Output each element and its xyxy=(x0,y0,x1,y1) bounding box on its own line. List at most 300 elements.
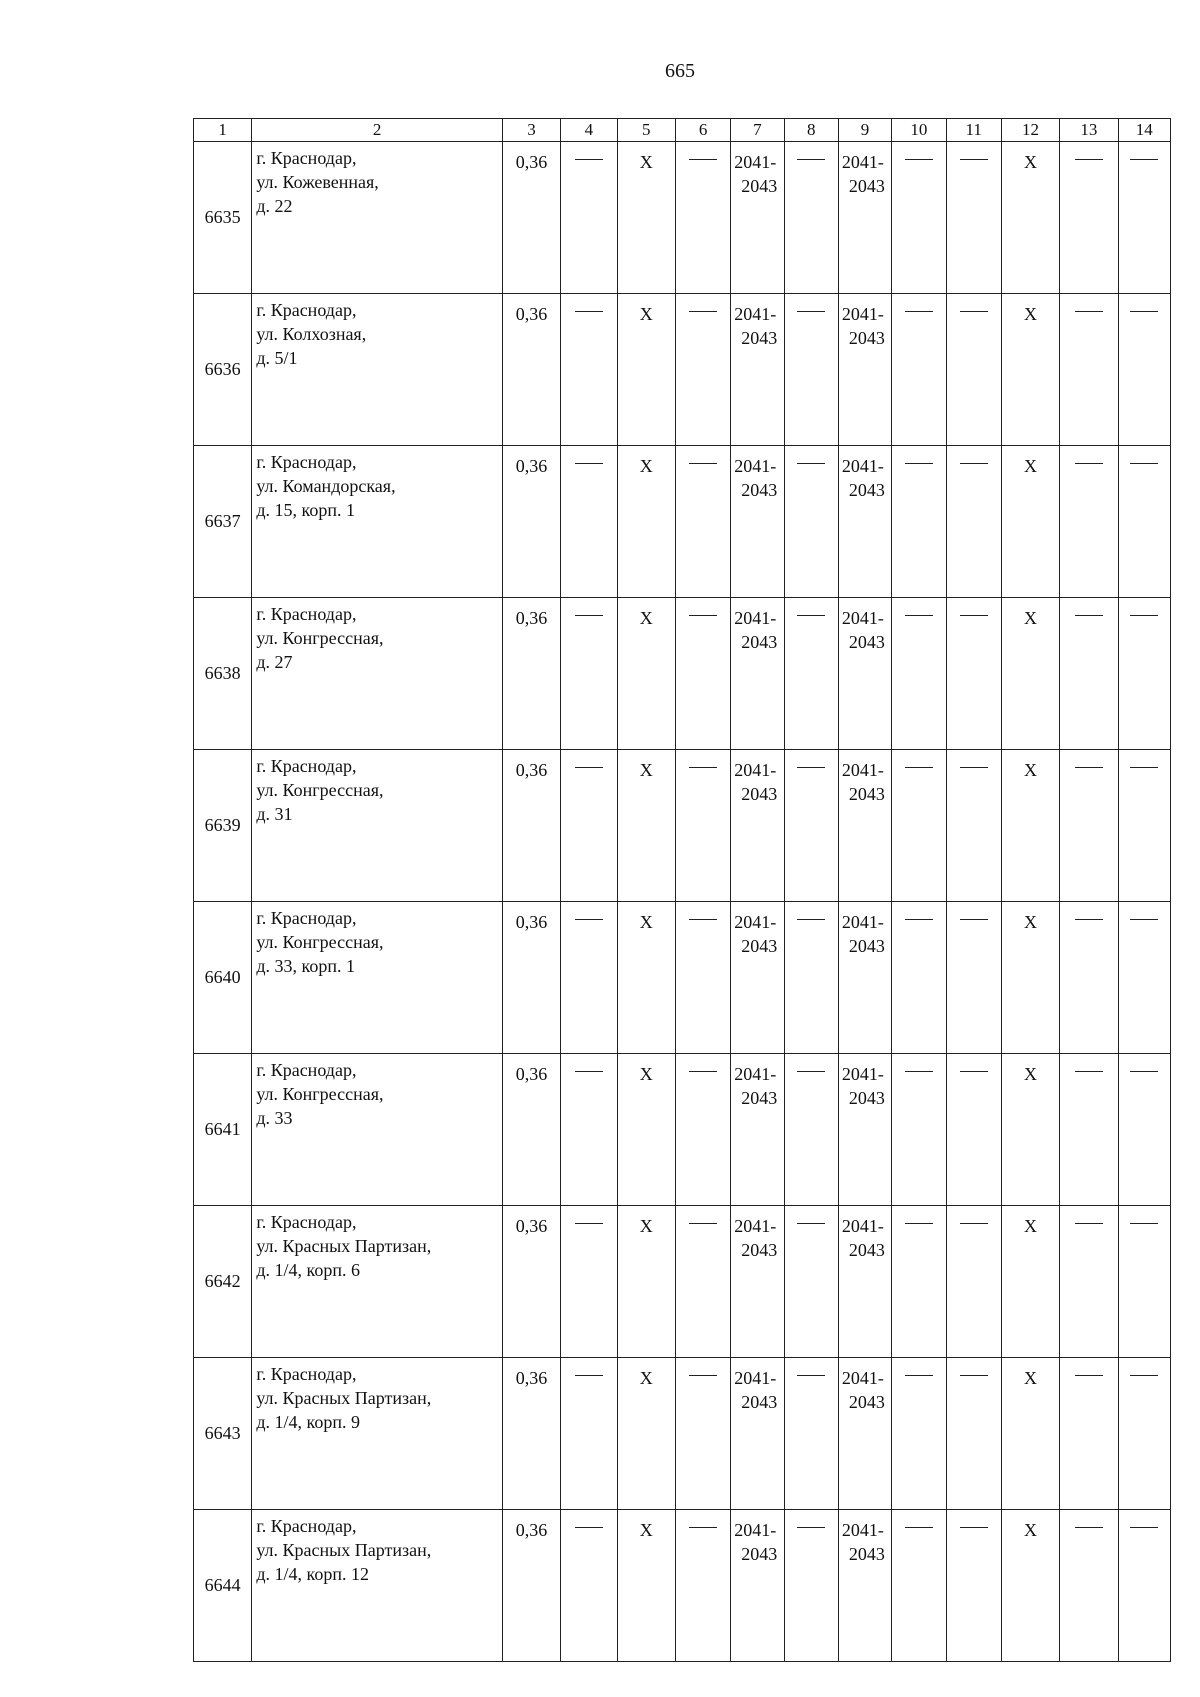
dash-mark xyxy=(575,919,603,920)
address-line: д. 33, корп. 1 xyxy=(256,956,355,976)
period-line: 2043 xyxy=(848,480,885,500)
address-cell xyxy=(252,902,503,1054)
dash-cell xyxy=(1060,1510,1118,1662)
address-line: ул. Конгрессная, xyxy=(256,780,384,800)
period-line: 2041- xyxy=(734,608,777,628)
dash-mark xyxy=(1075,311,1103,312)
register-table xyxy=(193,118,1171,1662)
address-line: д. 27 xyxy=(256,652,293,672)
dash-cell xyxy=(784,1510,838,1662)
period-line: 2043 xyxy=(848,1392,885,1412)
dash-mark xyxy=(797,1223,825,1224)
dash-mark xyxy=(1075,1375,1103,1376)
table-row xyxy=(194,1358,1171,1510)
period-line: 2041- xyxy=(734,1368,777,1388)
period-cell xyxy=(838,142,891,294)
mark-cell: X xyxy=(1001,446,1059,598)
address-line: ул. Конгрессная, xyxy=(256,628,384,648)
period-line: 2041- xyxy=(841,1520,884,1540)
table-row xyxy=(194,446,1171,598)
period-cell xyxy=(838,446,891,598)
dash-cell xyxy=(1060,142,1118,294)
dash-mark xyxy=(1075,1223,1103,1224)
dash-mark xyxy=(1130,311,1158,312)
dash-mark xyxy=(689,1527,717,1528)
dash-cell xyxy=(675,902,730,1054)
dash-mark xyxy=(905,1375,933,1376)
dash-mark xyxy=(797,1527,825,1528)
dash-mark xyxy=(1130,767,1158,768)
period-line: 2043 xyxy=(848,176,885,196)
dash-cell xyxy=(784,750,838,902)
row-number: 6639 xyxy=(194,750,252,902)
dash-mark xyxy=(905,1527,933,1528)
dash-cell xyxy=(784,1054,838,1206)
dash-mark xyxy=(575,159,603,160)
dash-mark xyxy=(797,1375,825,1376)
dash-mark xyxy=(905,767,933,768)
column-header-2: 2 xyxy=(252,119,503,142)
row-number: 6644 xyxy=(194,1510,252,1662)
dash-cell xyxy=(892,1206,946,1358)
period-line: 2043 xyxy=(741,1088,778,1108)
dash-cell xyxy=(561,142,617,294)
address-cell xyxy=(252,142,503,294)
dash-mark xyxy=(1130,159,1158,160)
dash-cell xyxy=(561,1358,617,1510)
value-cell: 0,36 xyxy=(502,598,560,750)
period-line: 2043 xyxy=(741,328,778,348)
address-line: д. 31 xyxy=(256,804,293,824)
table-header xyxy=(194,119,1171,142)
dash-cell xyxy=(784,1358,838,1510)
dash-mark xyxy=(960,615,988,616)
dash-cell xyxy=(561,750,617,902)
dash-mark xyxy=(960,1375,988,1376)
dash-mark xyxy=(689,1071,717,1072)
period-cell xyxy=(731,1358,784,1510)
address-line: ул. Кожевенная, xyxy=(256,172,379,192)
mark-cell: X xyxy=(1001,598,1059,750)
dash-cell xyxy=(892,598,946,750)
address-line: г. Краснодар, xyxy=(256,148,357,168)
address-line: ул. Конгрессная, xyxy=(256,1084,384,1104)
mark-cell: X xyxy=(1001,1358,1059,1510)
dash-mark xyxy=(1130,1223,1158,1224)
address-line: г. Краснодар, xyxy=(256,604,357,624)
period-line: 2043 xyxy=(848,1088,885,1108)
dash-cell xyxy=(561,1054,617,1206)
dash-cell xyxy=(1060,446,1118,598)
dash-mark xyxy=(905,919,933,920)
table-row xyxy=(194,1510,1171,1662)
address-cell xyxy=(252,1206,503,1358)
dash-cell xyxy=(1060,1206,1118,1358)
dash-mark xyxy=(797,463,825,464)
row-number: 6636 xyxy=(194,294,252,446)
period-cell xyxy=(838,1054,891,1206)
value-cell: 0,36 xyxy=(502,1358,560,1510)
mark-cell: X xyxy=(617,902,675,1054)
dash-cell xyxy=(1118,446,1170,598)
address-line: д. 1/4, корп. 12 xyxy=(256,1564,369,1584)
column-header-10: 10 xyxy=(892,119,946,142)
period-line: 2043 xyxy=(741,1544,778,1564)
address-line: ул. Колхозная, xyxy=(256,324,367,344)
period-line: 2043 xyxy=(741,1240,778,1260)
dash-cell xyxy=(1118,1358,1170,1510)
dash-mark xyxy=(575,463,603,464)
dash-cell xyxy=(675,598,730,750)
address-cell xyxy=(252,294,503,446)
table-row xyxy=(194,142,1171,294)
address-cell xyxy=(252,1358,503,1510)
dash-mark xyxy=(689,159,717,160)
mark-cell: X xyxy=(617,1510,675,1662)
dash-mark xyxy=(960,1071,988,1072)
period-line: 2041- xyxy=(734,456,777,476)
dash-mark xyxy=(797,1071,825,1072)
period-cell xyxy=(731,142,784,294)
address-cell xyxy=(252,1510,503,1662)
dash-mark xyxy=(1130,615,1158,616)
row-number: 6635 xyxy=(194,142,252,294)
dash-mark xyxy=(797,919,825,920)
dash-mark xyxy=(689,1375,717,1376)
value-cell: 0,36 xyxy=(502,902,560,1054)
value-cell: 0,36 xyxy=(502,750,560,902)
period-line: 2041- xyxy=(734,1064,777,1084)
dash-cell xyxy=(1118,1510,1170,1662)
dash-cell xyxy=(1060,598,1118,750)
mark-cell: X xyxy=(1001,294,1059,446)
dash-cell xyxy=(1118,1054,1170,1206)
table-body xyxy=(194,142,1171,1662)
dash-mark xyxy=(960,159,988,160)
mark-cell: X xyxy=(617,446,675,598)
address-line: д. 5/1 xyxy=(256,348,298,368)
address-line: г. Краснодар, xyxy=(256,1060,357,1080)
address-line: ул. Красных Партизан, xyxy=(256,1540,432,1560)
address-cell xyxy=(252,750,503,902)
dash-mark xyxy=(689,311,717,312)
period-line: 2043 xyxy=(741,632,778,652)
row-number: 6643 xyxy=(194,1358,252,1510)
value-cell: 0,36 xyxy=(502,294,560,446)
mark-cell: X xyxy=(617,1206,675,1358)
period-cell xyxy=(731,294,784,446)
address-line: д. 1/4, корп. 9 xyxy=(256,1412,360,1432)
address-line: г. Краснодар, xyxy=(256,1212,357,1232)
dash-cell xyxy=(675,1510,730,1662)
dash-mark xyxy=(960,919,988,920)
period-line: 2043 xyxy=(848,632,885,652)
period-cell xyxy=(731,902,784,1054)
dash-cell xyxy=(946,294,1001,446)
dash-mark xyxy=(575,615,603,616)
dash-cell xyxy=(561,1206,617,1358)
period-line: 2043 xyxy=(848,1544,885,1564)
dash-mark xyxy=(1075,463,1103,464)
row-number: 6637 xyxy=(194,446,252,598)
mark-cell: X xyxy=(1001,1510,1059,1662)
dash-cell xyxy=(1118,294,1170,446)
address-line: д. 33 xyxy=(256,1108,293,1128)
header-row xyxy=(194,119,1171,142)
period-cell xyxy=(838,1510,891,1662)
period-line: 2043 xyxy=(741,480,778,500)
row-number: 6642 xyxy=(194,1206,252,1358)
mark-cell: X xyxy=(617,1358,675,1510)
row-number: 6641 xyxy=(194,1054,252,1206)
mark-cell: X xyxy=(1001,750,1059,902)
period-line: 2041- xyxy=(734,152,777,172)
dash-mark xyxy=(1130,1527,1158,1528)
column-header-3: 3 xyxy=(502,119,560,142)
table-row xyxy=(194,294,1171,446)
dash-cell xyxy=(1060,1054,1118,1206)
value-cell: 0,36 xyxy=(502,1054,560,1206)
dash-cell xyxy=(784,446,838,598)
dash-mark xyxy=(1075,767,1103,768)
dash-mark xyxy=(689,1223,717,1224)
column-header-1: 1 xyxy=(194,119,252,142)
dash-mark xyxy=(797,767,825,768)
address-line: г. Краснодар, xyxy=(256,1364,357,1384)
period-line: 2041- xyxy=(841,1216,884,1236)
dash-mark xyxy=(689,919,717,920)
dash-mark xyxy=(1130,1375,1158,1376)
dash-mark xyxy=(575,1527,603,1528)
dash-cell xyxy=(561,294,617,446)
dash-cell xyxy=(946,1054,1001,1206)
address-line: г. Краснодар, xyxy=(256,908,357,928)
mark-cell: X xyxy=(1001,902,1059,1054)
period-line: 2041- xyxy=(734,1520,777,1540)
dash-mark xyxy=(960,767,988,768)
dash-mark xyxy=(1075,159,1103,160)
mark-cell: X xyxy=(617,1054,675,1206)
period-cell xyxy=(731,1206,784,1358)
period-line: 2043 xyxy=(741,1392,778,1412)
column-header-14: 14 xyxy=(1118,119,1170,142)
period-line: 2041- xyxy=(841,760,884,780)
address-line: ул. Командорская, xyxy=(256,476,396,496)
table-row xyxy=(194,750,1171,902)
table-row xyxy=(194,598,1171,750)
column-header-11: 11 xyxy=(946,119,1001,142)
dash-cell xyxy=(946,750,1001,902)
period-cell xyxy=(838,750,891,902)
dash-mark xyxy=(960,311,988,312)
period-line: 2041- xyxy=(841,608,884,628)
dash-cell xyxy=(892,902,946,1054)
column-header-7: 7 xyxy=(731,119,784,142)
mark-cell: X xyxy=(1001,1054,1059,1206)
dash-mark xyxy=(960,1527,988,1528)
period-cell xyxy=(838,902,891,1054)
column-header-4: 4 xyxy=(561,119,617,142)
address-line: г. Краснодар, xyxy=(256,452,357,472)
column-header-9: 9 xyxy=(838,119,891,142)
mark-cell: X xyxy=(617,294,675,446)
dash-mark xyxy=(689,615,717,616)
address-line: г. Краснодар, xyxy=(256,756,357,776)
period-line: 2043 xyxy=(848,1240,885,1260)
address-line: д. 1/4, корп. 6 xyxy=(256,1260,360,1280)
value-cell: 0,36 xyxy=(502,1206,560,1358)
column-header-6: 6 xyxy=(675,119,730,142)
period-cell xyxy=(838,1206,891,1358)
dash-cell xyxy=(946,142,1001,294)
dash-cell xyxy=(892,294,946,446)
dash-mark xyxy=(905,463,933,464)
dash-cell xyxy=(946,446,1001,598)
address-line: ул. Красных Партизан, xyxy=(256,1388,432,1408)
dash-cell xyxy=(946,1358,1001,1510)
dash-mark xyxy=(575,1071,603,1072)
dash-cell xyxy=(675,1054,730,1206)
period-line: 2041- xyxy=(841,456,884,476)
dash-mark xyxy=(1075,1527,1103,1528)
dash-cell xyxy=(675,294,730,446)
period-line: 2041- xyxy=(841,1064,884,1084)
dash-cell xyxy=(892,446,946,598)
dash-mark xyxy=(575,1375,603,1376)
dash-cell xyxy=(675,446,730,598)
column-header-12: 12 xyxy=(1001,119,1059,142)
dash-mark xyxy=(575,311,603,312)
dash-cell xyxy=(561,902,617,1054)
dash-cell xyxy=(1060,294,1118,446)
period-line: 2043 xyxy=(741,176,778,196)
dash-cell xyxy=(784,598,838,750)
value-cell: 0,36 xyxy=(502,142,560,294)
period-line: 2041- xyxy=(841,912,884,932)
dash-cell xyxy=(946,598,1001,750)
dash-cell xyxy=(1118,142,1170,294)
period-line: 2041- xyxy=(734,912,777,932)
dash-cell xyxy=(892,750,946,902)
dash-mark xyxy=(575,767,603,768)
period-cell xyxy=(838,294,891,446)
dash-cell xyxy=(892,1510,946,1662)
mark-cell: X xyxy=(1001,142,1059,294)
dash-cell xyxy=(1060,1358,1118,1510)
dash-mark xyxy=(689,463,717,464)
dash-mark xyxy=(960,1223,988,1224)
dash-mark xyxy=(905,311,933,312)
dash-mark xyxy=(905,1071,933,1072)
dash-cell xyxy=(561,446,617,598)
dash-mark xyxy=(1130,463,1158,464)
dash-cell xyxy=(892,142,946,294)
dash-cell xyxy=(675,750,730,902)
dash-cell xyxy=(892,1358,946,1510)
dash-mark xyxy=(1130,1071,1158,1072)
period-cell xyxy=(731,1510,784,1662)
dash-cell xyxy=(784,142,838,294)
column-header-8: 8 xyxy=(784,119,838,142)
period-line: 2041- xyxy=(841,1368,884,1388)
period-cell xyxy=(731,1054,784,1206)
address-cell xyxy=(252,1054,503,1206)
address-line: г. Краснодар, xyxy=(256,1516,357,1536)
address-line: д. 22 xyxy=(256,196,293,216)
dash-cell xyxy=(1060,902,1118,1054)
period-line: 2041- xyxy=(734,1216,777,1236)
table-row xyxy=(194,1054,1171,1206)
value-cell: 0,36 xyxy=(502,446,560,598)
dash-mark xyxy=(960,463,988,464)
mark-cell: X xyxy=(617,750,675,902)
dash-cell xyxy=(1118,902,1170,1054)
period-line: 2043 xyxy=(741,936,778,956)
address-line: д. 15, корп. 1 xyxy=(256,500,355,520)
dash-mark xyxy=(797,159,825,160)
dash-mark xyxy=(797,311,825,312)
dash-cell xyxy=(946,1206,1001,1358)
dash-mark xyxy=(575,1223,603,1224)
dash-cell xyxy=(675,142,730,294)
dash-mark xyxy=(905,159,933,160)
dash-cell xyxy=(892,1054,946,1206)
column-header-5: 5 xyxy=(617,119,675,142)
mark-cell: X xyxy=(617,598,675,750)
dash-cell xyxy=(784,1206,838,1358)
dash-cell xyxy=(1118,1206,1170,1358)
period-cell xyxy=(838,1358,891,1510)
dash-cell xyxy=(1118,598,1170,750)
address-line: г. Краснодар, xyxy=(256,300,357,320)
period-line: 2041- xyxy=(841,304,884,324)
address-line: ул. Красных Партизан, xyxy=(256,1236,432,1256)
table-row xyxy=(194,902,1171,1054)
dash-cell xyxy=(561,1510,617,1662)
period-cell xyxy=(731,598,784,750)
dash-cell xyxy=(561,598,617,750)
period-cell xyxy=(731,750,784,902)
period-line: 2043 xyxy=(741,784,778,804)
dash-mark xyxy=(1130,919,1158,920)
dash-mark xyxy=(1075,1071,1103,1072)
period-cell xyxy=(838,598,891,750)
dash-cell xyxy=(784,902,838,1054)
address-cell xyxy=(252,598,503,750)
row-number: 6638 xyxy=(194,598,252,750)
dash-mark xyxy=(1075,615,1103,616)
dash-cell xyxy=(675,1206,730,1358)
period-line: 2041- xyxy=(734,760,777,780)
dash-cell xyxy=(946,902,1001,1054)
address-cell xyxy=(252,446,503,598)
dash-cell xyxy=(1060,750,1118,902)
period-line: 2043 xyxy=(848,936,885,956)
column-header-13: 13 xyxy=(1060,119,1118,142)
dash-cell xyxy=(1118,750,1170,902)
value-cell: 0,36 xyxy=(502,1510,560,1662)
dash-cell xyxy=(946,1510,1001,1662)
dash-mark xyxy=(797,615,825,616)
dash-cell xyxy=(675,1358,730,1510)
dash-cell xyxy=(784,294,838,446)
address-line: ул. Конгрессная, xyxy=(256,932,384,952)
dash-mark xyxy=(905,615,933,616)
dash-mark xyxy=(1075,919,1103,920)
dash-mark xyxy=(689,767,717,768)
period-line: 2043 xyxy=(848,784,885,804)
mark-cell: X xyxy=(617,142,675,294)
